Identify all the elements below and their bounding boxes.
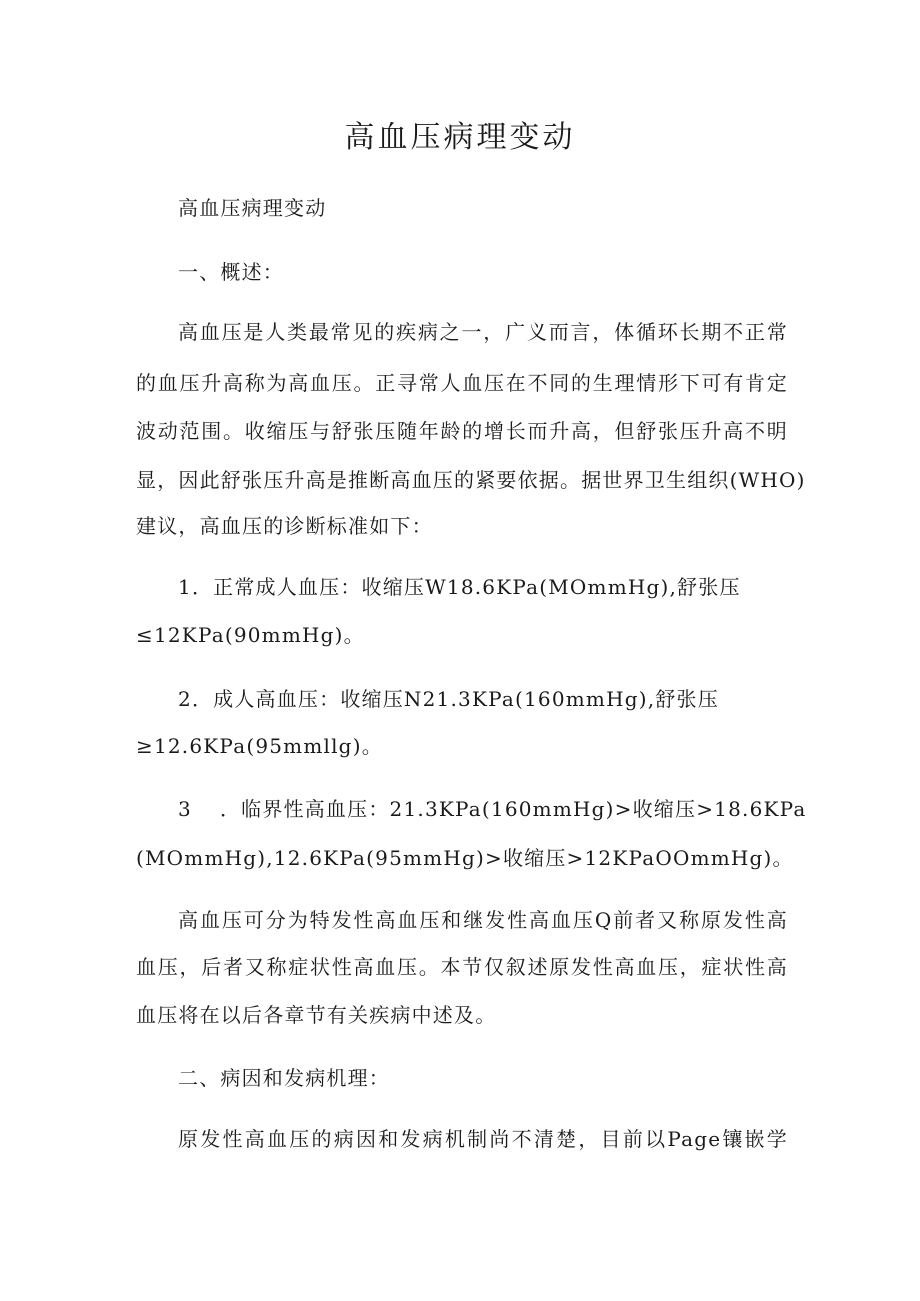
paragraph-line: 原发性高血压的病因和发病机制尚不清楚，目前以Page镶嵌学 xyxy=(178,1127,788,1151)
list-item-number: 3 xyxy=(178,797,192,821)
paragraph-line: 建议，高血压的诊断标准如下： xyxy=(136,514,433,538)
document-subtitle: 高血压病理变动 xyxy=(178,196,327,220)
list-item-1-line1 xyxy=(178,572,741,602)
section-heading-etiology: 二、病因和发病机理： xyxy=(178,1066,390,1090)
list-item-number: 2 xyxy=(178,687,192,711)
paragraph-line: 血压将在以后各章节有关疾病中述及。 xyxy=(136,1003,497,1027)
list-item-text: ．正常成人血压：收缩压W18.6KPa(MOmmHg),舒张压 xyxy=(191,575,741,599)
list-item-3-line2: (MOmmHg),12.6KPa(95mmHg)>收缩压>12KPaOOmmHg)。 xyxy=(136,846,794,870)
paragraph-line: 波动范围。收缩压与舒张压随年龄的增长而升高，但舒张压升高不明 xyxy=(136,419,788,443)
list-item-3-line1 xyxy=(178,794,807,824)
section-heading-overview: 一、概述： xyxy=(178,260,284,284)
paragraph-line: 的血压升高称为高血压。正寻常人血压在不同的生理情形下可有肯定 xyxy=(136,371,788,395)
paragraph-line: 显，因此舒张压升高是推断高血压的紧要依据。据世界卫生组织(WHO) xyxy=(136,468,806,492)
list-item-text: ．成人高血压：收缩压N21.3KPa(160mmHg),舒张压 xyxy=(191,687,719,711)
document-title: 高血压病理变动 xyxy=(344,120,576,155)
list-item-number: 1 xyxy=(178,575,192,599)
paragraph-line: 高血压是人类最常见的疾病之一，广义而言，体循环长期不正常 xyxy=(178,320,788,344)
list-item-2-line2: ≥12.6KPa(95mmllg)。 xyxy=(136,734,383,758)
list-item-1-line2: ≤12KPa(90mmHg)。 xyxy=(136,623,365,647)
list-item-2-line1 xyxy=(178,684,719,714)
paragraph-line: 高血压可分为特发性高血压和继发性高血压Q前者又称原发性高 xyxy=(178,908,788,932)
paragraph-line: 血压，后者又称症状性高血压。本节仅叙述原发性高血压，症状性高 xyxy=(136,955,788,979)
list-item-text: ．临界性高血压：21.3KPa(160mmHg)>收缩压>18.6KPa xyxy=(219,797,807,821)
